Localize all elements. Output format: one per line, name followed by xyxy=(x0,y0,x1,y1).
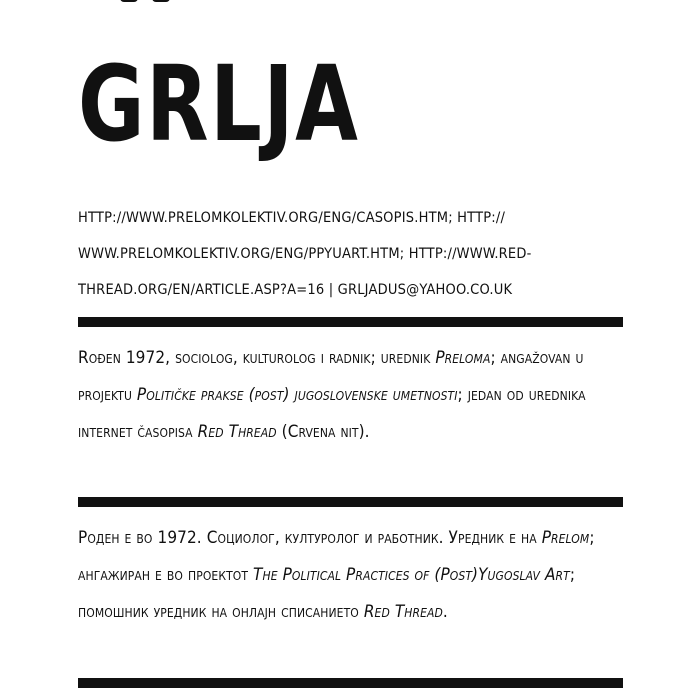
divider-rule xyxy=(78,678,623,688)
bio-mk-italic-1: Prelom xyxy=(541,528,590,548)
bio-sr-text-1: Rođen 1972, sociolog, kulturolog i radnik; urednik xyxy=(78,348,436,368)
divider-rule xyxy=(78,317,623,327)
cropped-header-remnant xyxy=(120,0,230,4)
bio-sr-text-3: ; jedan od urednika internet časopisa xyxy=(78,385,586,442)
bio-mk-text-4: . xyxy=(442,602,448,622)
links-line-2[interactable]: WWW.PRELOMKOLEKTIV.ORG/ENG/PPYUART.HTM; HTTP://WWW.RED- xyxy=(78,246,532,262)
contact-links xyxy=(78,200,623,308)
bio-mk-text-3: ; помошник уредник на онлајн списанието xyxy=(78,565,576,622)
bio-sr-italic-3: Red Thread xyxy=(197,422,277,442)
links-line-3[interactable]: THREAD.ORG/EN/ARTICLE.ASP?A=16 | GRLJADUS@YAHOO.CO.UK xyxy=(78,282,513,298)
links-line-1[interactable]: HTTP://WWW.PRELOMKOLEKTIV.ORG/ENG/CASOPIS.HTM; HTTP:// xyxy=(78,210,506,226)
bio-sr-text-4: (Crvena nit). xyxy=(276,422,370,442)
bio-macedonian xyxy=(78,520,623,631)
divider-rule xyxy=(78,497,623,507)
bio-mk-italic-2: The Political Practices of (Post)Yugoslav Art xyxy=(253,565,570,585)
bio-sr-text-2: ; angažovan u projektu xyxy=(78,348,584,405)
bio-sr-italic-1: Preloma xyxy=(435,348,491,368)
cropped-glyph xyxy=(152,0,170,2)
bio-serbian xyxy=(78,340,623,451)
bio-mk-text-2: ; ангажиран е во проектот xyxy=(78,528,595,585)
bio-mk-text-1: Роден е во 1972. Социолог, културолог и работник. Уредник е на xyxy=(78,528,542,548)
bio-mk-italic-3: Red Thread xyxy=(363,602,443,622)
artist-name: GRLJA xyxy=(78,43,360,165)
bio-sr-italic-2: Političke prakse (post) jugoslovenske umetnosti xyxy=(136,385,458,405)
cropped-glyph xyxy=(120,0,138,2)
